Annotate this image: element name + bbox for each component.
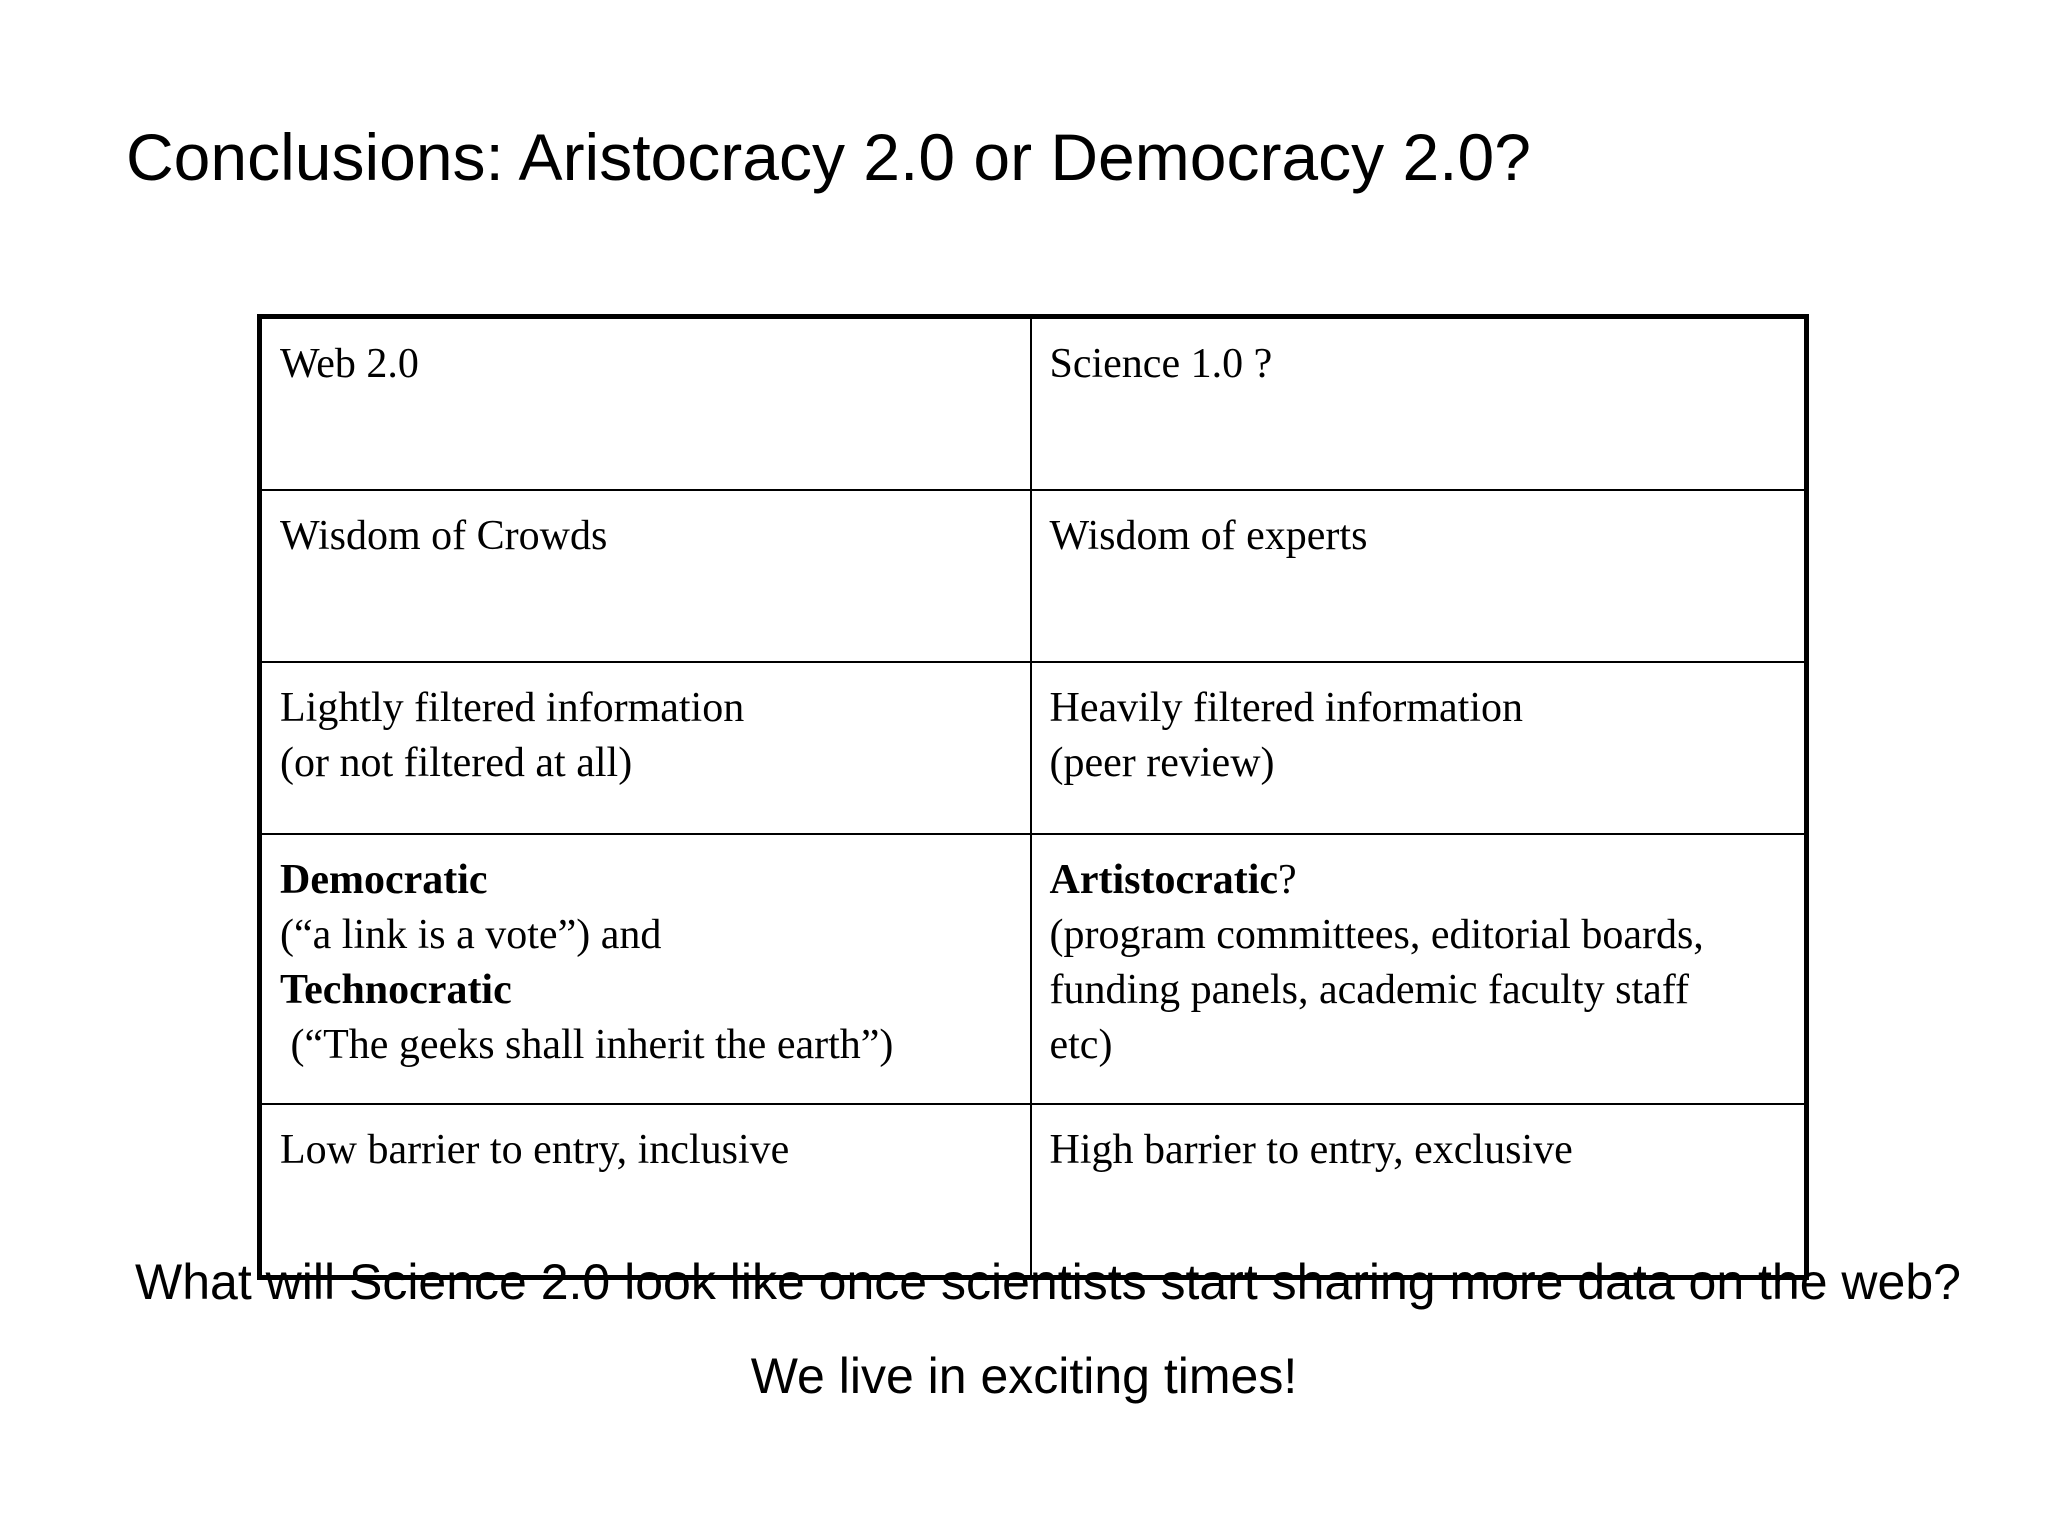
header-science-1-0: Science 1.0 ? xyxy=(1031,317,1807,491)
cell-text: (or not filtered at all) xyxy=(280,740,633,786)
term-artistocratic: Artistocratic xyxy=(1049,857,1279,903)
closing-remark: We live in exciting times! xyxy=(750,1348,1298,1404)
cell-text: (program committees, editorial boards, xyxy=(1049,912,1704,958)
comparison-table xyxy=(257,314,1809,1280)
cell-text: (“a link is a vote”) and xyxy=(280,912,662,958)
cell-web-filtering xyxy=(260,662,1031,834)
slide-title: Conclusions: Aristocracy 2.0 or Democracy 2.0? xyxy=(126,120,1531,194)
cell-text: Low barrier to entry, inclusive xyxy=(280,1127,790,1173)
cell-web-governance xyxy=(260,834,1031,1104)
cell-text: Wisdom of Crowds xyxy=(280,513,608,559)
closing-question: What will Science 2.0 look like once scientists start sharing more data on the web? xyxy=(135,1254,1961,1310)
question-mark: ? xyxy=(1278,857,1297,903)
table-row xyxy=(260,834,1807,1104)
cell-text: Wisdom of experts xyxy=(1049,513,1368,559)
table-header-row xyxy=(260,317,1807,491)
cell-text: funding panels, academic faculty staff xyxy=(1049,967,1689,1013)
cell-text: Lightly filtered information xyxy=(280,685,745,731)
cell-text: (“The geeks shall inherit the earth”) xyxy=(280,1022,894,1068)
term-technocratic: Technocratic xyxy=(280,967,512,1013)
header-web-2-0: Web 2.0 xyxy=(260,317,1031,491)
cell-science-filtering xyxy=(1031,662,1807,834)
cell-text: High barrier to entry, exclusive xyxy=(1049,1127,1573,1173)
cell-science-wisdom xyxy=(1031,490,1807,662)
term-democratic: Democratic xyxy=(280,857,488,903)
cell-text: Heavily filtered information xyxy=(1049,685,1524,731)
table-row xyxy=(260,490,1807,662)
cell-science-governance xyxy=(1031,834,1807,1104)
term-line xyxy=(1050,853,1787,908)
table-row xyxy=(260,662,1807,834)
cell-web-wisdom xyxy=(260,490,1031,662)
cell-text: (peer review) xyxy=(1049,740,1275,786)
cell-text: etc) xyxy=(1049,1022,1113,1068)
